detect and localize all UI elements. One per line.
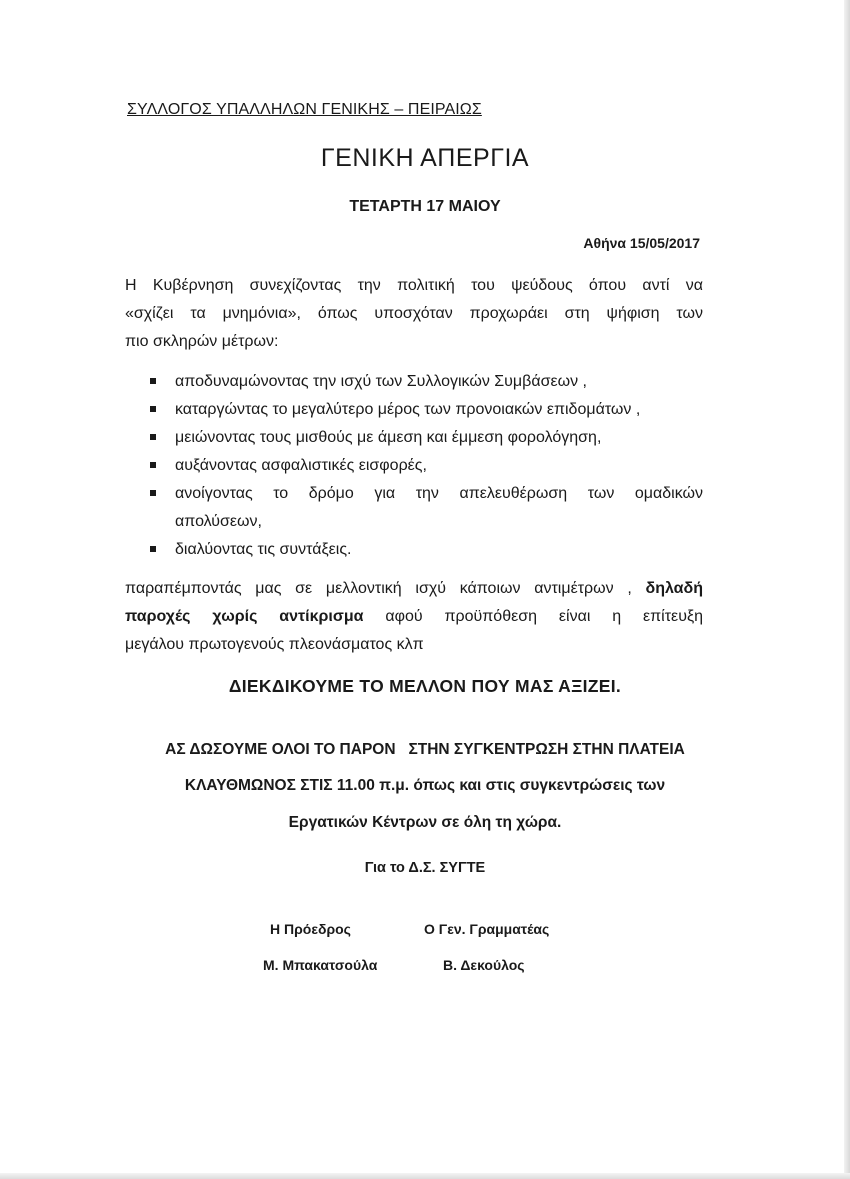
list-item <box>150 396 703 424</box>
bullet-square-icon <box>150 378 156 384</box>
list-item-text: αυξάνοντας ασφαλιστικές εισφορές, <box>175 457 427 474</box>
call-to-action-line: Εργατικών Κέντρων σε όλη τη χώρα. <box>288 814 562 831</box>
list-item <box>150 424 703 452</box>
list-item <box>150 452 703 480</box>
list-item-text: διαλύοντας τις συντάξεις. <box>175 541 352 558</box>
closing-paragraph <box>125 575 703 659</box>
bullet-square-icon <box>150 406 156 412</box>
bullet-square-icon <box>150 490 156 496</box>
list-item-text: ανοίγοντας το δρόμο για την απελευθέρωση των ομαδικών <box>175 485 703 502</box>
call-to-action-line: ΚΛΑΥΘΜΩΝΟΣ ΣΤΙΣ 11.00 π.μ. όπως και στις συγκεντρώσεις των <box>184 777 666 794</box>
bullet-square-icon <box>150 546 156 552</box>
list-item-text: αποδυναμώνοντας την ισχύ των Συλλογικών Συμβάσεων , <box>175 373 587 390</box>
secretary-role: Ο Γεν. Γραμματέας <box>424 921 550 937</box>
president-role: Η Πρόεδρος <box>270 921 351 937</box>
secretary-name: Β. Δεκούλος <box>443 957 525 973</box>
closing-text: παραπέμποντάς μας σε μελλοντική ισχύ κάποιων αντιμέτρων , <box>125 580 632 597</box>
list-item <box>150 536 703 564</box>
intro-line: «σχίζει τα μνημόνια», όπως υποσχόταν προχωράει στη ψήφιση των <box>125 305 703 322</box>
slogan: ΔΙΕΚΔΙΚΟΥΜΕ ΤΟ ΜΕΛΛΟΝ ΠΟΥ ΜΑΣ ΑΞΙΖΕΙ. <box>228 676 622 696</box>
closing-line <box>125 603 703 631</box>
intro-line: Η Κυβέρνηση συνεχίζοντας την πολιτική του ψεύδους όπου αντί να <box>125 277 703 294</box>
closing-line: μεγάλου πρωτογενούς πλεονάσματος κλπ <box>125 636 424 653</box>
document-title: ΓΕΝΙΚΗ ΑΠΕΡΓΙΑ <box>320 144 530 172</box>
board-signoff: Για το Δ.Σ. ΣΥΓΤΕ <box>364 860 486 876</box>
organization-name: ΣΥΛΛΟΓΟΣ ΥΠΑΛΛΗΛΩΝ ΓΕΝΙΚΗΣ – ΠΕΙΡΑΙΩΣ <box>127 101 482 118</box>
president-name: Μ. Μπακατσούλα <box>263 957 378 973</box>
closing-bold-text: παροχές χωρίς αντίκρισμα <box>125 608 364 625</box>
call-to-action-line: ΑΣ ΔΩΣΟΥΜΕ ΟΛΟΙ ΤΟ ΠΑΡΟΝ ΣΤΗΝ ΣΥΓΚΕΝΤΡΩΣΗ ΣΤΗΝ ΠΛΑΤΕΙΑ <box>165 741 685 758</box>
intro-line: πιο σκληρών μέτρων: <box>125 333 279 350</box>
scan-edge-bottom <box>0 1173 850 1179</box>
closing-text: αφού προϋπόθεση είναι η επίτευξη <box>385 608 704 625</box>
list-item-text: μειώνοντας τους μισθούς με άμεση και έμμεση φορολόγηση, <box>175 429 602 446</box>
scan-edge-right <box>844 0 850 1179</box>
list-item-continuation: απολύσεων, <box>175 513 262 530</box>
list-item-text: καταργώντας το μεγαλύτερο μέρος των προνοιακών επιδομάτων , <box>175 401 641 418</box>
closing-line <box>125 575 703 603</box>
list-item <box>150 368 703 396</box>
measures-list <box>150 368 703 564</box>
bullet-square-icon <box>150 434 156 440</box>
intro-paragraph <box>125 272 703 356</box>
bullet-square-icon <box>150 462 156 468</box>
list-item <box>150 480 703 536</box>
closing-bold-text: δηλαδή <box>645 580 703 597</box>
strike-date: ΤΕΤΑΡΤΗ 17 ΜΑΙΟΥ <box>349 198 501 215</box>
place-date: Αθήνα 15/05/2017 <box>583 235 700 251</box>
